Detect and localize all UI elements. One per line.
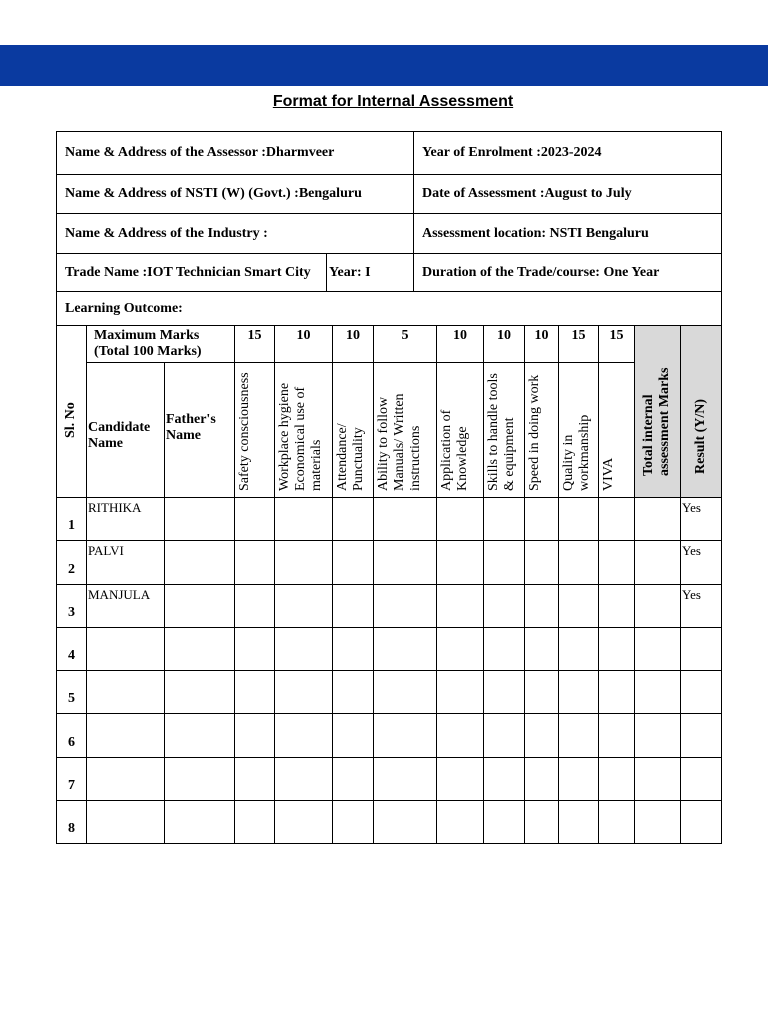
marks-cell [483, 800, 525, 844]
enrolment-text: Year of Enrolment :2023-2024 [422, 145, 602, 160]
criterion-label: Speed in doing work [527, 374, 542, 491]
duration-text: Duration of the Trade/course: One Year [422, 264, 660, 280]
marks-cell [558, 800, 599, 844]
total-marks-cell [634, 627, 681, 671]
result-cell: Yes [680, 584, 722, 628]
marks-cell [598, 627, 635, 671]
marks-cell [274, 757, 333, 801]
assessor-field [56, 131, 414, 175]
marks-cell [373, 497, 437, 541]
marks-cell [524, 540, 559, 585]
duration-field [413, 253, 722, 292]
criterion-label: Application of Knowledge [439, 409, 470, 491]
sl-no-cell: 8 [56, 800, 87, 844]
candidate-name-header [86, 362, 165, 498]
max-marks-header [86, 325, 235, 363]
learning-outcome-field [56, 291, 722, 326]
max-marks-value: 10 [296, 328, 311, 343]
marks-cell [332, 584, 374, 628]
marks-cell [373, 800, 437, 844]
total-marks-cell [634, 800, 681, 844]
criterion-label: Workplace hygiene Economical use of materials [277, 382, 324, 491]
marks-cell [524, 757, 559, 801]
fathers-name-cell [164, 800, 235, 844]
max-marks-value: 15 [609, 328, 624, 343]
fathers-name-cell [164, 584, 235, 628]
sl-no-cell: 4 [56, 627, 87, 671]
criterion-label: Skills to handle tools & equipment [486, 373, 517, 491]
marks-cell [483, 540, 525, 585]
marks-cell [373, 627, 437, 671]
marks-cell [332, 713, 374, 758]
trade-field [56, 253, 327, 292]
max-marks-7 [524, 325, 559, 363]
result-cell [680, 627, 722, 671]
criterion-label: Safety consciousness [237, 372, 252, 491]
marks-cell [274, 670, 333, 714]
max-marks-4 [373, 325, 437, 363]
marks-cell [598, 757, 635, 801]
fathers-name-label: Father's Name [166, 412, 216, 443]
result-cell: Yes [680, 497, 722, 541]
learning-outcome-text: Learning Outcome: [65, 300, 183, 316]
marks-cell [483, 670, 525, 714]
criterion-label: Attendance/ Punctuality [335, 423, 366, 491]
marks-cell [598, 800, 635, 844]
date-field [413, 174, 722, 214]
candidate-name-label: Candidate Name [88, 420, 151, 451]
max-marks-value: 10 [497, 328, 511, 343]
sl-no-cell: 7 [56, 757, 87, 801]
marks-cell [558, 627, 599, 671]
assessor-text: Name & Address of the Assessor :Dharmveer [65, 145, 335, 160]
criterion-header-4 [373, 362, 437, 498]
criterion-header-6 [483, 362, 525, 498]
total-marks-cell [634, 540, 681, 585]
marks-cell [524, 627, 559, 671]
max-marks-value: 15 [571, 328, 586, 343]
marks-cell [524, 800, 559, 844]
fathers-name-cell [164, 670, 235, 714]
marks-cell [598, 713, 635, 758]
fathers-name-cell [164, 713, 235, 758]
marks-cell [234, 713, 275, 758]
industry-field [56, 213, 414, 254]
candidate-name-cell: MANJULA [86, 584, 165, 628]
fathers-name-cell [164, 497, 235, 541]
criterion-label: VIVA [601, 457, 616, 491]
result-cell [680, 800, 722, 844]
marks-cell [558, 497, 599, 541]
candidate-name-cell [86, 627, 165, 671]
total-marks-cell [634, 497, 681, 541]
sl-no-header [56, 325, 87, 498]
max-marks-value: 5 [401, 328, 409, 343]
criterion-label: Quality in workmanship [561, 414, 592, 491]
marks-cell [436, 540, 484, 585]
max-marks-8 [558, 325, 599, 363]
criterion-header-2 [274, 362, 333, 498]
total-marks-cell [634, 584, 681, 628]
marks-cell [558, 584, 599, 628]
marks-cell [332, 800, 374, 844]
marks-cell [598, 584, 635, 628]
marks-cell [274, 800, 333, 844]
marks-cell [234, 757, 275, 801]
result-cell: Yes [680, 540, 722, 585]
marks-cell [332, 497, 374, 541]
marks-cell [524, 670, 559, 714]
header-bar [0, 45, 768, 86]
marks-cell [373, 584, 437, 628]
nsti-field [56, 174, 414, 214]
sl-no-cell: 3 [56, 584, 87, 628]
marks-cell [483, 497, 525, 541]
marks-cell [436, 670, 484, 714]
marks-cell [558, 757, 599, 801]
marks-cell [234, 800, 275, 844]
marks-cell [234, 627, 275, 671]
criterion-header-7 [524, 362, 559, 498]
criterion-header-3 [332, 362, 374, 498]
total-marks-header [634, 325, 681, 498]
sl-no-cell: 5 [56, 670, 87, 714]
result-cell [680, 670, 722, 714]
max-marks-9 [598, 325, 635, 363]
criterion-header-8 [558, 362, 599, 498]
max-marks-value: 10 [346, 328, 360, 343]
criterion-label: Ability to follow Manuals/ Written instructions [376, 393, 423, 491]
max-marks-value: 10 [453, 328, 467, 343]
marks-cell [598, 670, 635, 714]
result-cell [680, 713, 722, 758]
result-label: Result (Y/N) [693, 398, 708, 474]
max-marks-1 [234, 325, 275, 363]
year-field [326, 253, 414, 292]
candidate-name-cell [86, 800, 165, 844]
marks-cell [332, 757, 374, 801]
marks-cell [436, 757, 484, 801]
criterion-header-5 [436, 362, 484, 498]
marks-cell [558, 540, 599, 585]
marks-cell [436, 497, 484, 541]
marks-cell [558, 670, 599, 714]
total-marks-cell [634, 670, 681, 714]
marks-cell [436, 584, 484, 628]
candidate-name-cell [86, 713, 165, 758]
marks-cell [483, 757, 525, 801]
max-marks-5 [436, 325, 484, 363]
fathers-name-cell [164, 757, 235, 801]
marks-cell [483, 627, 525, 671]
marks-cell [274, 627, 333, 671]
marks-cell [373, 713, 437, 758]
fathers-name-cell [164, 540, 235, 585]
location-field [413, 213, 722, 254]
sl-no-cell: 6 [56, 713, 87, 758]
marks-cell [524, 713, 559, 758]
marks-cell [234, 540, 275, 585]
candidate-name-cell: RITHIKA [86, 497, 165, 541]
marks-cell [373, 670, 437, 714]
max-marks-label: Maximum Marks (Total 100 Marks) [94, 328, 202, 359]
result-cell [680, 757, 722, 801]
max-marks-3 [332, 325, 374, 363]
year-text: Year: I [329, 264, 371, 280]
nsti-text: Name & Address of NSTI (W) (Govt.) :Bengaluru [65, 186, 362, 201]
marks-cell [558, 713, 599, 758]
sl-no-cell: 1 [56, 497, 87, 541]
total-marks-label: Total internal assessment Marks [641, 367, 672, 476]
marks-cell [274, 540, 333, 585]
marks-cell [274, 497, 333, 541]
total-marks-cell [634, 713, 681, 758]
location-text: Assessment location: NSTI Bengaluru [422, 225, 649, 241]
page-title: Format for Internal Assessment [272, 93, 514, 110]
marks-cell [483, 584, 525, 628]
max-marks-2 [274, 325, 333, 363]
sl-no-label: Sl. No [63, 402, 78, 438]
marks-cell [332, 540, 374, 585]
candidate-name-cell: PALVI [86, 540, 165, 585]
max-marks-value: 10 [534, 328, 549, 343]
marks-cell [234, 497, 275, 541]
marks-cell [483, 713, 525, 758]
marks-cell [436, 713, 484, 758]
marks-cell [436, 627, 484, 671]
max-marks-6 [483, 325, 525, 363]
marks-cell [332, 670, 374, 714]
total-marks-cell [634, 757, 681, 801]
criterion-header-1 [234, 362, 275, 498]
marks-cell [524, 497, 559, 541]
criterion-header-9 [598, 362, 635, 498]
fathers-name-header [164, 362, 235, 498]
trade-text: Trade Name :IOT Technician Smart City [65, 264, 311, 280]
marks-cell [274, 713, 333, 758]
marks-cell [598, 540, 635, 585]
date-text: Date of Assessment :August to July [422, 186, 632, 201]
marks-cell [373, 757, 437, 801]
marks-cell [274, 584, 333, 628]
enrolment-field [413, 131, 722, 175]
marks-cell [524, 584, 559, 628]
marks-cell [436, 800, 484, 844]
sl-no-cell: 2 [56, 540, 87, 585]
industry-text: Name & Address of the Industry : [65, 225, 268, 241]
max-marks-value: 15 [247, 328, 262, 343]
marks-cell [373, 540, 437, 585]
marks-cell [332, 627, 374, 671]
marks-cell [234, 670, 275, 714]
candidate-name-cell [86, 757, 165, 801]
marks-cell [598, 497, 635, 541]
fathers-name-cell [164, 627, 235, 671]
result-header [680, 325, 722, 498]
marks-cell [234, 584, 275, 628]
candidate-name-cell [86, 670, 165, 714]
